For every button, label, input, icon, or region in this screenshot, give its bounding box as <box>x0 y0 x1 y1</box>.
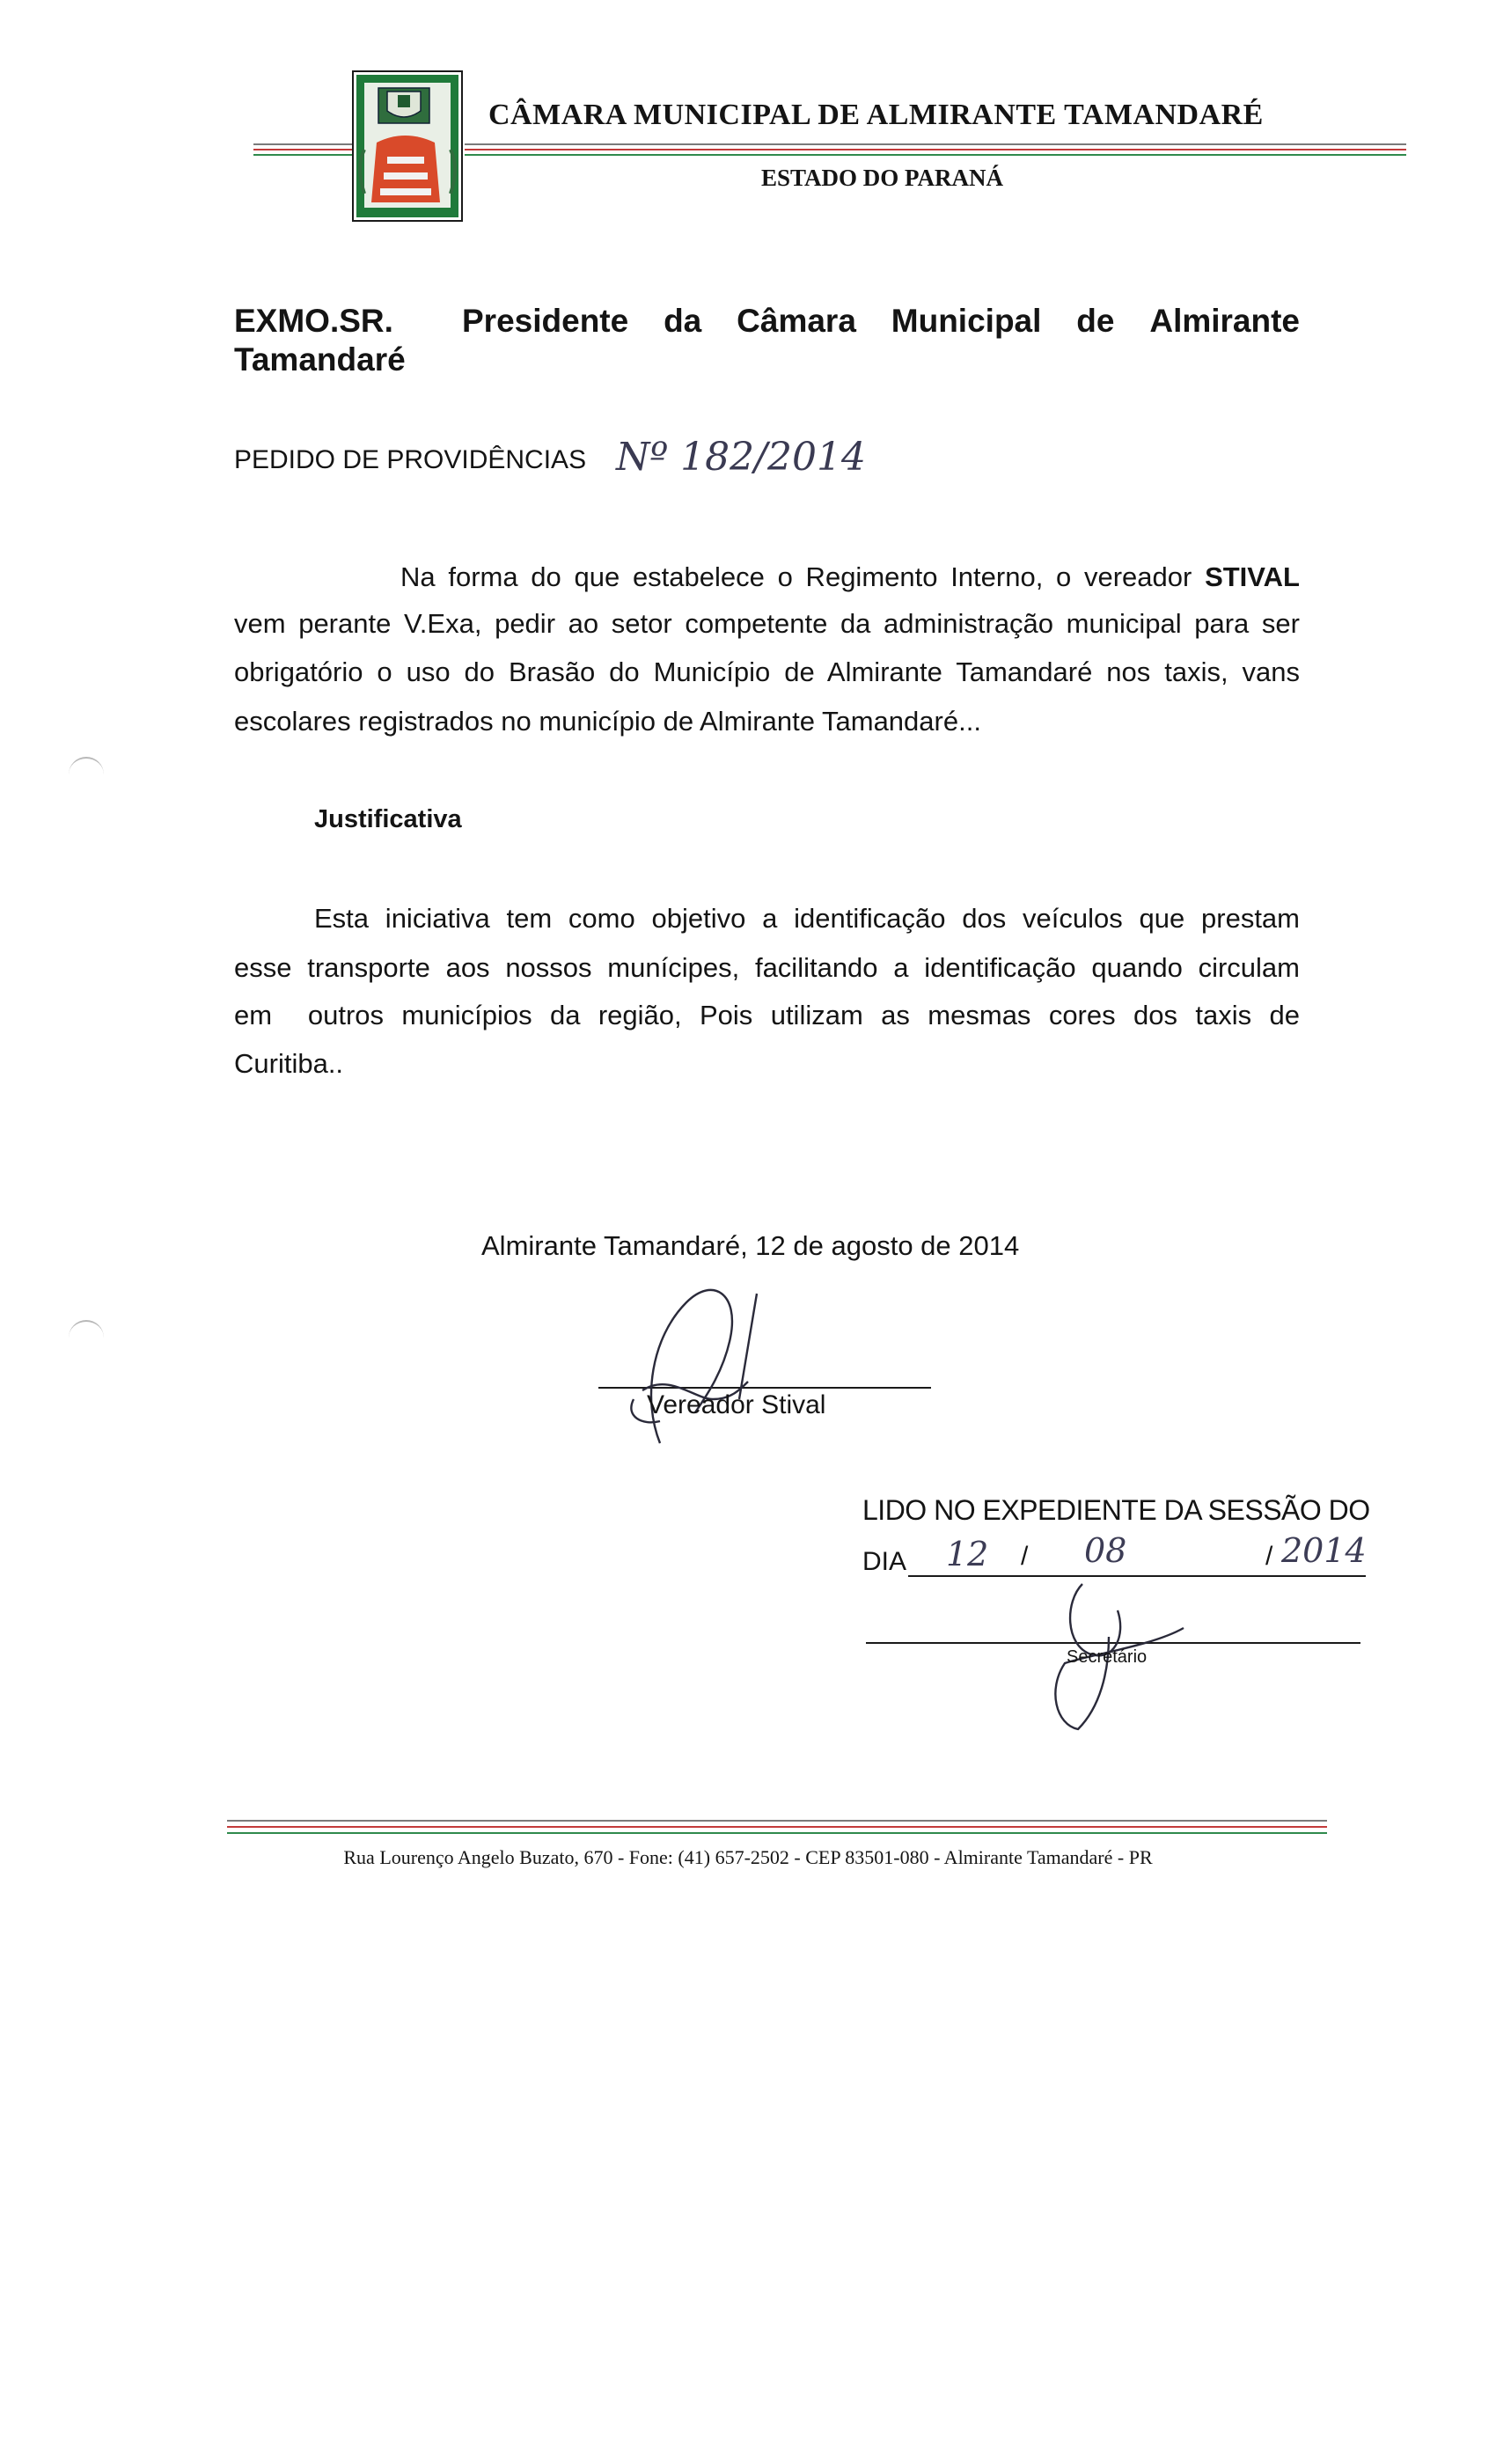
header-rule <box>465 143 1406 145</box>
header-rule <box>465 154 1406 156</box>
reading-session-label: LIDO NO EXPEDIENTE DA SESSÃO DO <box>862 1494 1370 1526</box>
justification-heading: Justificativa <box>314 805 462 833</box>
justification-line: Curitiba.. <box>234 1048 344 1079</box>
punch-hole-mark <box>69 757 104 776</box>
organization-name: CÂMARA MUNICIPAL DE ALMIRANTE TAMANDARÉ <box>488 99 1264 131</box>
state-name: ESTADO DO PARANÁ <box>761 165 1004 191</box>
header-rule <box>253 154 352 156</box>
date-separator: / <box>1265 1542 1273 1571</box>
justification-line: Esta iniciativa tem como objetivo a identificação dos veículos que prestam <box>314 903 1300 934</box>
recipient-title-line2: Tamandaré <box>234 341 406 378</box>
footer-rule <box>227 1832 1327 1834</box>
recipient-word: da <box>664 303 702 339</box>
header-rule <box>253 149 352 150</box>
secretary-label: Secretário <box>1067 1647 1148 1667</box>
recipient-word: de <box>1076 303 1115 339</box>
recipient-word: Municipal <box>891 303 1042 339</box>
salutation: EXMO.SR. <box>234 303 393 339</box>
body-text: Na forma do que estabelece o Regimento Interno, o vereador <box>400 561 1206 592</box>
recipient-title <box>462 303 1300 340</box>
place-and-date: Almirante Tamandaré, 12 de agosto de 2014 <box>481 1230 1020 1261</box>
day-label: DIA <box>862 1547 907 1576</box>
handwritten-day: 12 <box>946 1535 989 1573</box>
header-rule <box>253 143 352 145</box>
recipient-word: Presidente <box>462 303 629 339</box>
signer-name: Vereador Stival <box>647 1390 826 1419</box>
date-separator: / <box>1021 1542 1029 1571</box>
footer-rule <box>227 1826 1327 1828</box>
municipal-crest-logo <box>352 70 463 222</box>
recipient-word: Câmara <box>737 303 856 339</box>
councilman-name: STIVAL <box>1205 561 1300 592</box>
justification-line: esse transporte aos nossos munícipes, facilitando a identificação quando circulam <box>234 952 1300 983</box>
body-line-text <box>400 561 1300 593</box>
body-line: escolares registrados no município de Almirante Tamandaré... <box>234 706 981 737</box>
councilman-signature <box>607 1267 818 1461</box>
recipient-word: Almirante <box>1149 303 1300 339</box>
body-line: vem perante V.Exa, pedir ao setor competente da administração municipal para ser <box>234 608 1300 639</box>
body-line: obrigatório o uso do Brasão do Município de Almirante Tamandaré nos taxis, vans <box>234 656 1300 687</box>
header-rule <box>465 149 1406 150</box>
punch-hole-mark <box>69 1320 104 1339</box>
handwritten-year: 2014 <box>1281 1531 1367 1570</box>
body-line <box>400 561 1300 593</box>
request-title: PEDIDO DE PROVIDÊNCIAS <box>234 445 587 474</box>
handwritten-request-number: Nº 182/2014 <box>616 435 866 480</box>
footer-address: Rua Lourenço Angelo Buzato, 670 - Fone: (41) 657-2502 - CEP 83501-080 - Almirante Tamandaré - PR <box>343 1846 1153 1868</box>
justification-line: em outros municípios da região, Pois utilizam as mesmas cores dos taxis de <box>234 1000 1300 1030</box>
footer-rule <box>227 1820 1327 1822</box>
handwritten-month: 08 <box>1084 1531 1127 1570</box>
